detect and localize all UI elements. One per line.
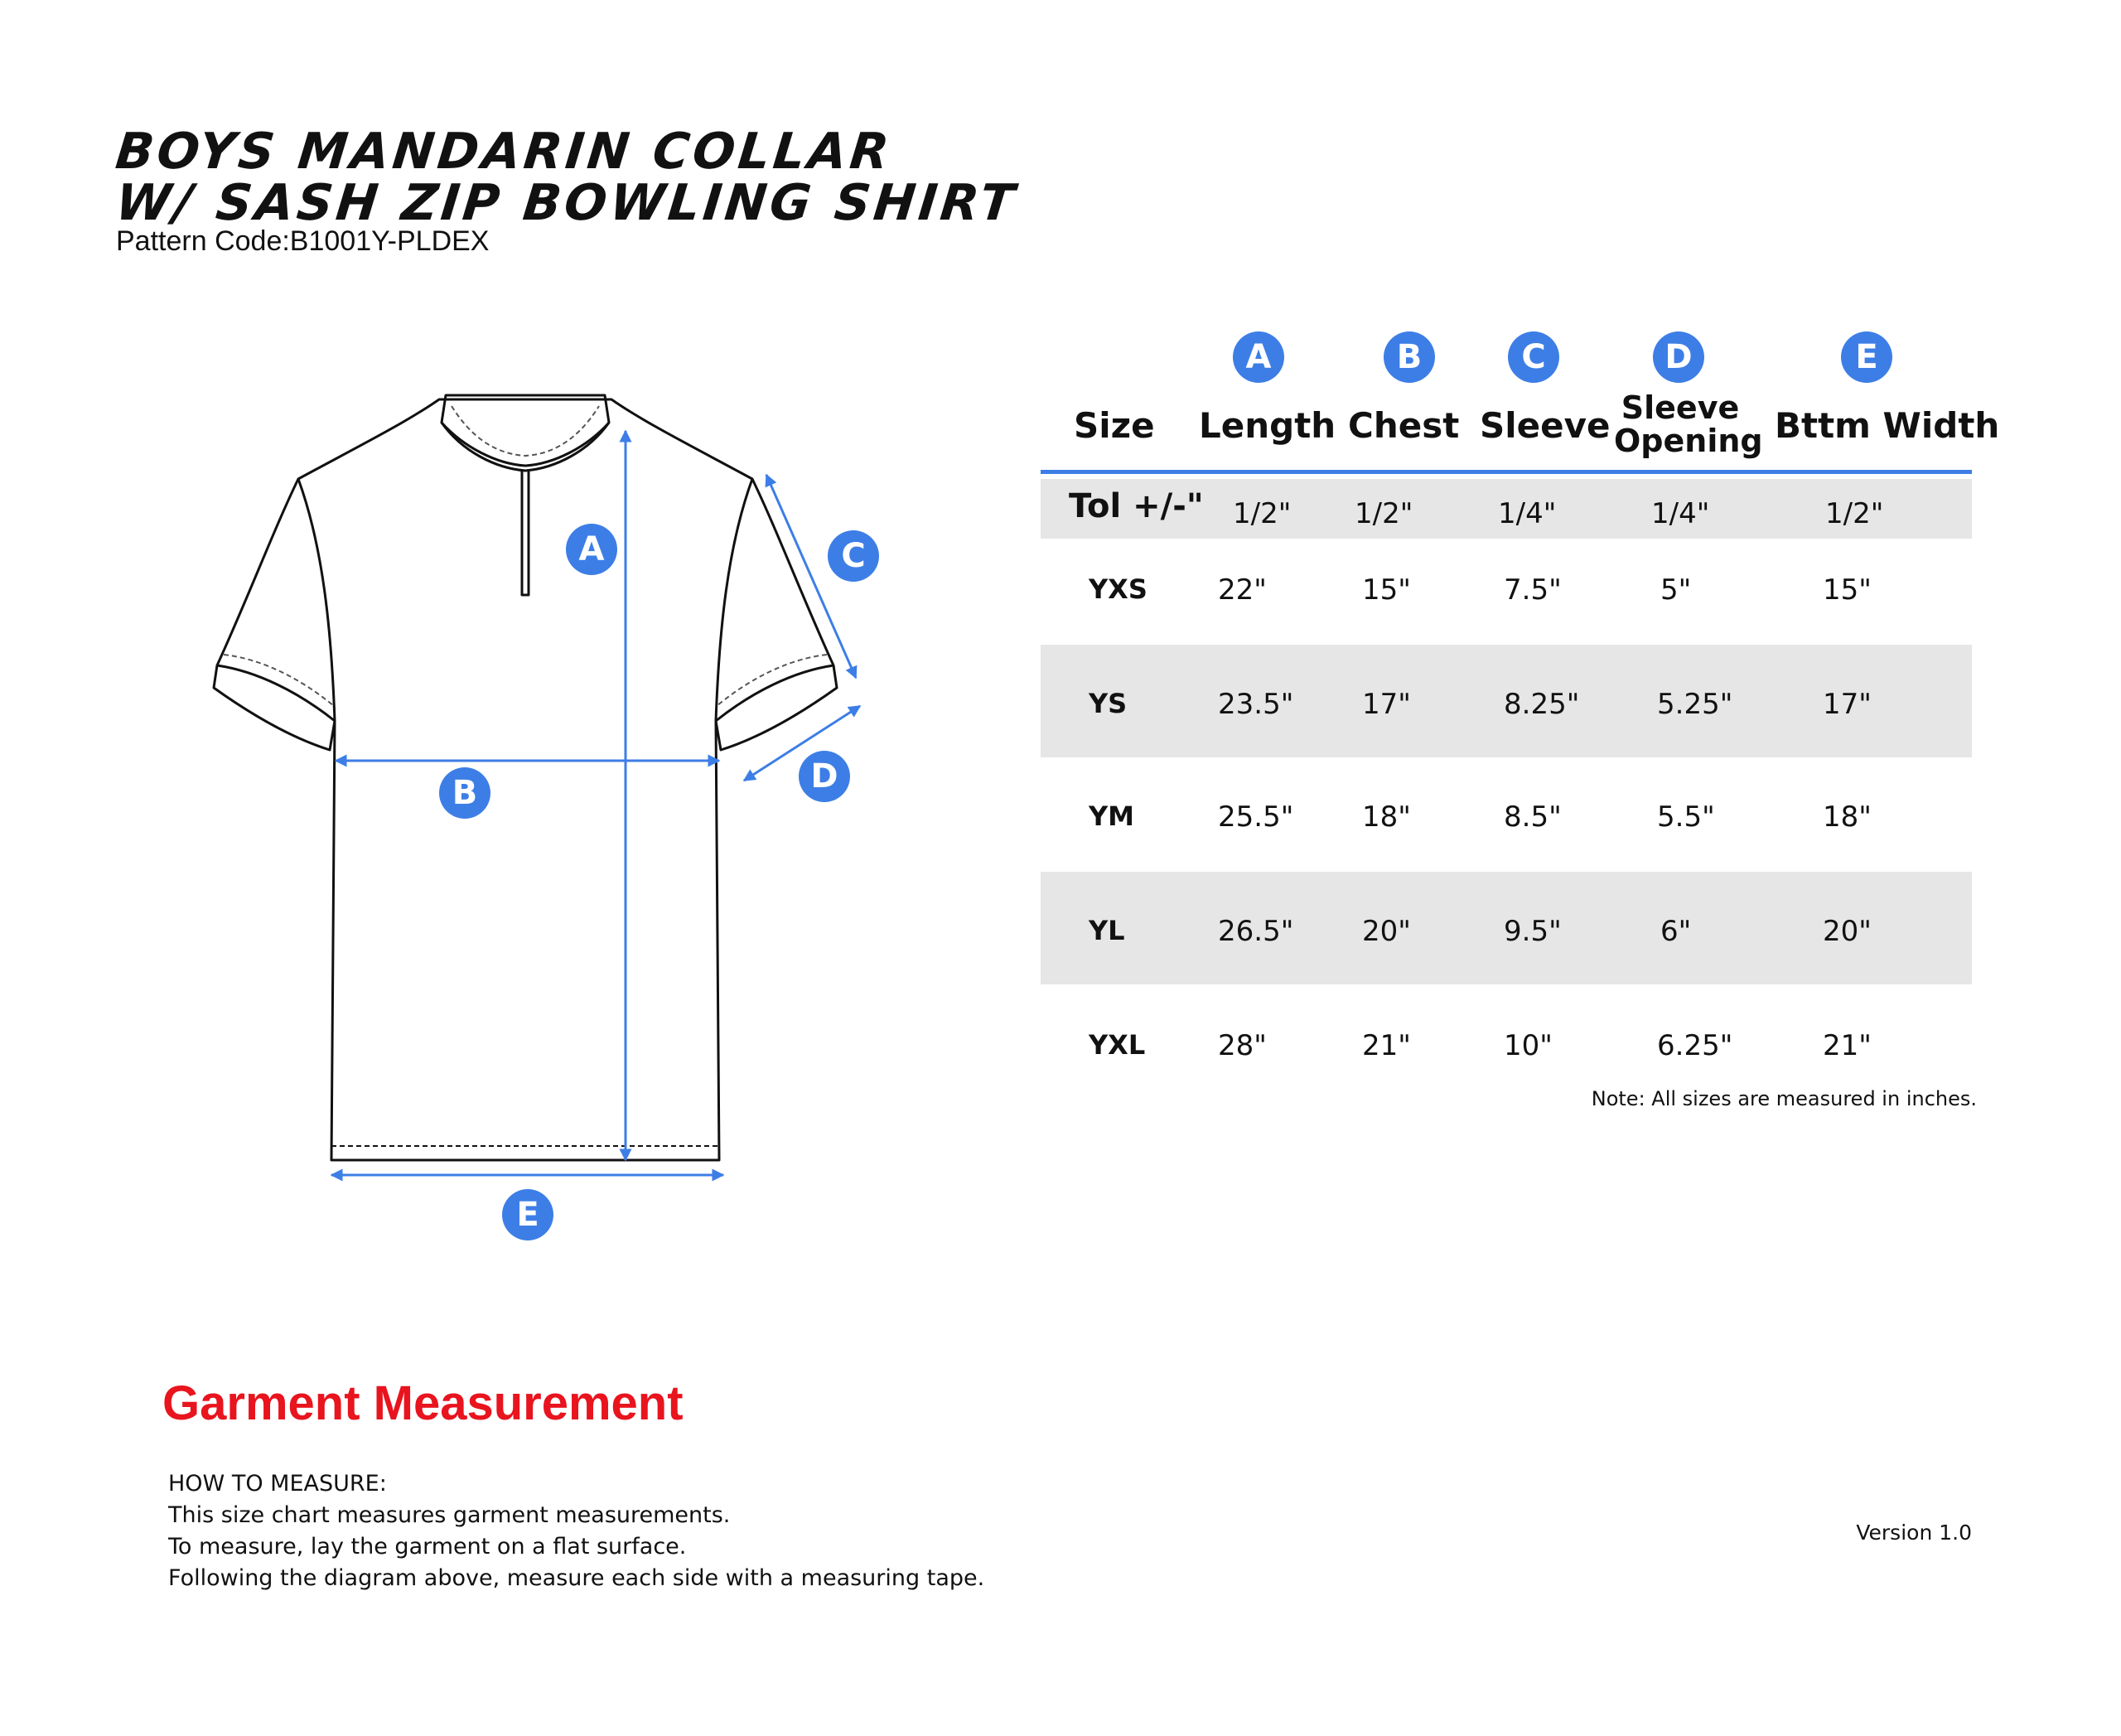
tolerance-chest: 1/2" bbox=[1355, 497, 1413, 530]
cell-ym-length: 25.5" bbox=[1218, 800, 1294, 834]
cell-yl-length: 26.5" bbox=[1218, 915, 1294, 948]
cell-yl-sleeve-opening: 6" bbox=[1660, 915, 1692, 948]
how-to-line-2: This size chart measures garment measurements. bbox=[168, 1502, 731, 1528]
title-line-1: BOYS MANDARIN COLLAR bbox=[113, 123, 895, 181]
cell-yxl-chest: 21" bbox=[1362, 1029, 1411, 1062]
cell-yxl-length: 28" bbox=[1218, 1029, 1267, 1062]
how-to-line-4: Following the diagram above, measure each side with a measuring tape. bbox=[168, 1565, 985, 1591]
cell-ys-sleeve: 8.25" bbox=[1504, 688, 1580, 721]
cell-yxl-sleeve-opening: 6.25" bbox=[1657, 1029, 1733, 1062]
size-ym: YM bbox=[1089, 800, 1135, 832]
cell-ym-sleeve: 8.5" bbox=[1504, 800, 1562, 834]
size-yl: YL bbox=[1089, 915, 1125, 946]
tolerance-bttm-width: 1/2" bbox=[1825, 497, 1884, 530]
size-yxl: YXL bbox=[1089, 1029, 1146, 1061]
cell-ym-chest: 18" bbox=[1362, 800, 1411, 834]
tolerance-label: Tol +/-" bbox=[1069, 487, 1204, 525]
units-note: Note: All sizes are measured in inches. bbox=[1591, 1087, 1977, 1110]
size-yxs: YXS bbox=[1089, 573, 1147, 605]
cell-yl-sleeve: 9.5" bbox=[1504, 915, 1562, 948]
cell-yxs-bttm-width: 15" bbox=[1823, 573, 1872, 607]
header-badge-b: B bbox=[1384, 331, 1435, 383]
header-length: Length bbox=[1199, 405, 1336, 446]
title-line-2: W/ SASH ZIP BOWLING SHIRT bbox=[113, 174, 1021, 232]
tolerance-length: 1/2" bbox=[1233, 497, 1292, 530]
header-badge-d: D bbox=[1653, 331, 1704, 383]
cell-yl-bttm-width: 20" bbox=[1823, 915, 1872, 948]
header-badge-c: C bbox=[1508, 331, 1559, 383]
how-to-measure bbox=[168, 1468, 984, 1594]
diagram-badge-c: C bbox=[828, 530, 879, 582]
version-label: Version 1.0 bbox=[1856, 1521, 1972, 1545]
size-ys: YS bbox=[1089, 688, 1128, 719]
cell-ys-chest: 17" bbox=[1362, 688, 1411, 721]
cell-yxs-sleeve-opening: 5" bbox=[1660, 573, 1692, 607]
diagram-badge-d: D bbox=[799, 751, 850, 802]
diagram-badge-b: B bbox=[439, 767, 490, 819]
header-badge-a: A bbox=[1233, 331, 1284, 383]
header-chest: Chest bbox=[1348, 405, 1460, 446]
cell-yxs-length: 22" bbox=[1218, 573, 1267, 607]
header-size: Size bbox=[1074, 405, 1155, 446]
cell-ys-sleeve-opening: 5.25" bbox=[1657, 688, 1733, 721]
tolerance-sleeve: 1/4" bbox=[1498, 497, 1557, 530]
header-sleeve-opening-line2: Opening bbox=[1614, 423, 1763, 459]
diagram-badge-e: E bbox=[502, 1189, 553, 1240]
cell-yxl-bttm-width: 21" bbox=[1823, 1029, 1872, 1062]
collar-outline bbox=[442, 395, 609, 471]
shirt-body-outline bbox=[214, 399, 837, 1160]
how-to-line-1: HOW TO MEASURE: bbox=[168, 1471, 387, 1497]
header-rule bbox=[1041, 470, 1972, 474]
cell-yxl-sleeve: 10" bbox=[1504, 1029, 1553, 1062]
header-sleeve-opening-line1: Sleeve bbox=[1621, 389, 1740, 426]
header-badge-e: E bbox=[1841, 331, 1892, 383]
diagram-badge-a: A bbox=[566, 524, 617, 575]
garment-measurement-heading: Garment Measurement bbox=[162, 1376, 684, 1430]
cell-ym-sleeve-opening: 5.5" bbox=[1657, 800, 1715, 834]
cell-yxs-sleeve: 7.5" bbox=[1504, 573, 1562, 607]
cell-yxs-chest: 15" bbox=[1362, 573, 1411, 607]
cell-ys-length: 23.5" bbox=[1218, 688, 1294, 721]
header-sleeve: Sleeve bbox=[1480, 405, 1611, 446]
header-bttm-width: Bttm Width bbox=[1775, 405, 2000, 446]
how-to-line-3: To measure, lay the garment on a flat surface. bbox=[168, 1534, 687, 1559]
cell-yl-chest: 20" bbox=[1362, 915, 1411, 948]
header-sleeve-opening bbox=[1614, 389, 1763, 459]
tolerance-sleeve-opening: 1/4" bbox=[1651, 497, 1710, 530]
pattern-code: Pattern Code:B1001Y-PLDEX bbox=[116, 225, 490, 257]
cell-ym-bttm-width: 18" bbox=[1823, 800, 1872, 834]
cell-ys-bttm-width: 17" bbox=[1823, 688, 1872, 721]
